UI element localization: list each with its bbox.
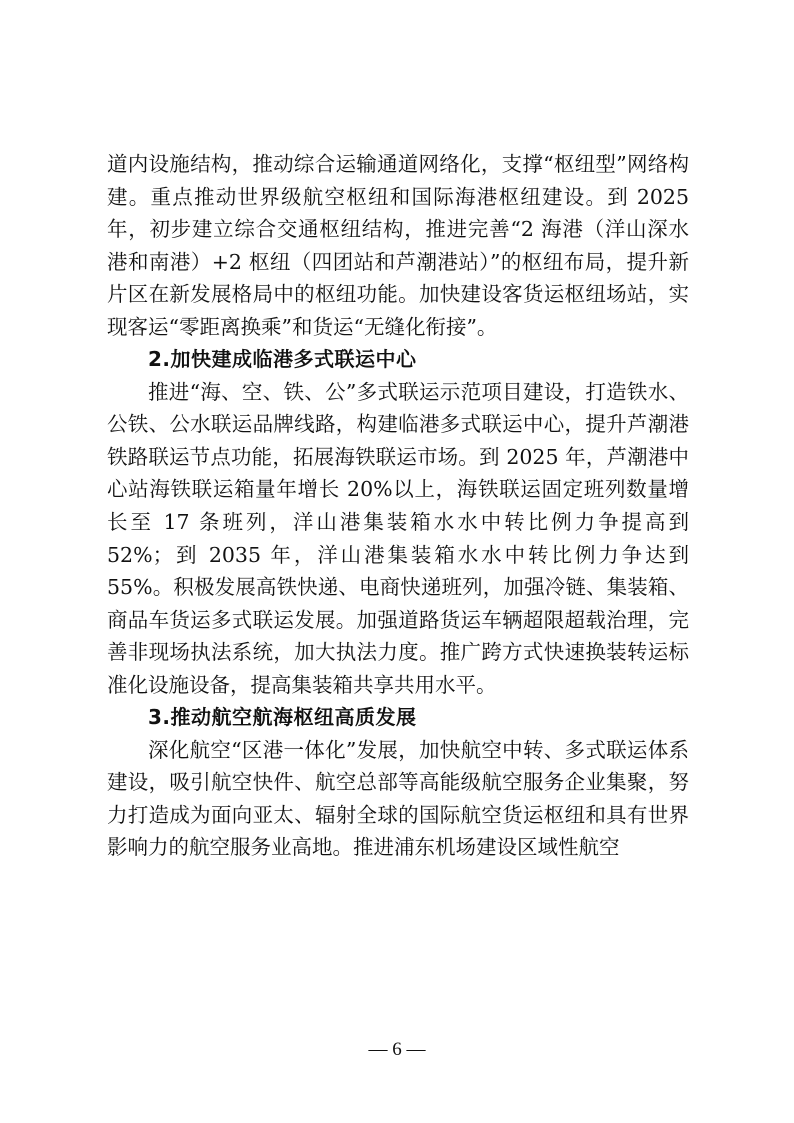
section-heading-aviation-shipping-hub: 3.推动航空航海枢纽高质发展 (148, 705, 417, 730)
paragraph-aviation-hub: 深化航空“区港一体化”发展，加快航空中转、多式联运体系建设，吸引航空快件、航空总部等高能级航空服务企业集聚，努力打造成为面向亚太、辐射全球的国际航空货运枢纽和具有世界影响力的航空服务业高地。推进浦东机场建设区域性航空 (107, 737, 689, 860)
section-heading-multimodal-center: 2.加快建成临港多式联运中心 (148, 347, 417, 372)
paragraph-hub-structure: 道内设施结构，推动综合运输通道网络化，支撑“枢纽型”网络构建。重点推动世界级航空枢纽和国际海港枢纽建设。到 2025 年，初步建立综合交通枢纽结构，推进完善“2 海港（洋山深水港和南港）+2 枢纽（四团站和芦潮港站）”的枢纽布局，提升新片区在新发展格局中的枢纽功能。加快建设客货运枢纽场站，实现客运“零距离换乘”和货运“无缝化衔接”。 (107, 152, 689, 339)
paragraph-multimodal-transport: 推进“海、空、铁、公”多式联运示范项目建设，打造铁水、公铁、公水联运品牌线路，构建临港多式联运中心，提升芦潮港铁路联运节点功能，拓展海铁联运市场。到 2025 年，芦潮港中心站海铁联运箱量年增长 20%以上，海铁联运固定班列数量增长至 17 条班列，洋山港集装箱水水中转比例力争提高到 52%；到 2035 年，洋山港集装箱水水中转比例力争达到 55%。积极发展高铁快递、电商快递班列，加强冷链、集装箱、商品车货运多式联运发展。加强道路货运车辆超限超载治理，完善非现场执法系统，加大执法力度。推广跨方式快速换装转运标准化设施设备，提高集装箱共享共用水平。 (107, 379, 689, 697)
document-body (107, 148, 689, 864)
page-number: — 6 — (368, 1039, 426, 1060)
